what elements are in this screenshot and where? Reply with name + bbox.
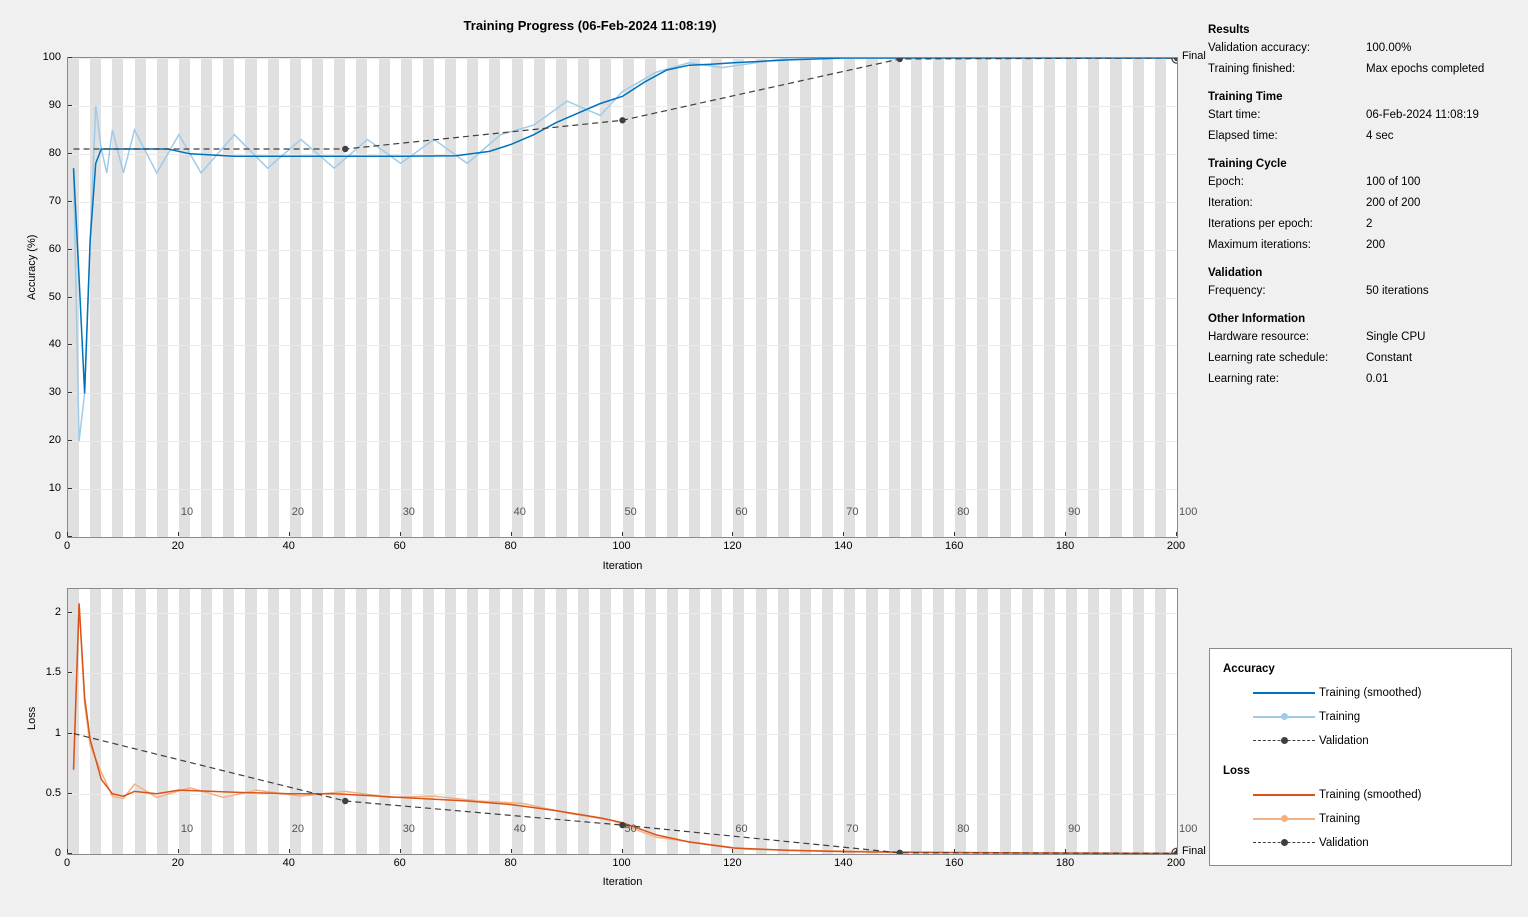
accuracy-y-axis-title: Accuracy (%) — [26, 234, 38, 300]
legend-item[interactable] — [1223, 831, 1511, 855]
x-tick-label: 160 — [945, 540, 964, 552]
x-tick-mark — [511, 849, 512, 853]
info-value: 200 of 200 — [1366, 197, 1421, 209]
x-tick-mark — [400, 849, 401, 853]
x-tick-label: 120 — [723, 857, 742, 869]
y-tick-label: 2 — [54, 606, 61, 619]
legend-item-label: Training (smoothed) — [1319, 789, 1422, 801]
info-row — [1208, 59, 1508, 80]
y-tick-label: 90 — [48, 98, 61, 111]
series-line — [74, 603, 1177, 853]
validation-marker — [897, 58, 903, 62]
x-tick-label: 0 — [63, 857, 71, 869]
info-key: Learning rate schedule: — [1208, 352, 1329, 364]
info-value: Single CPU — [1366, 331, 1426, 343]
x-tick-mark — [622, 849, 623, 853]
info-key: Epoch: — [1208, 176, 1244, 188]
legend-item-label: Training — [1319, 813, 1361, 825]
info-section-heading: Training Time — [1208, 91, 1283, 103]
y-tick-mark — [68, 853, 72, 854]
legend-marker-dot — [1281, 713, 1288, 720]
y-tick-mark — [68, 793, 72, 794]
loss-x-axis-title: Iteration — [602, 876, 643, 888]
info-row — [1208, 369, 1508, 390]
page-title: Training Progress (06-Feb-2024 11:08:19) — [463, 18, 717, 33]
x-tick-label: 60 — [393, 540, 406, 552]
x-tick-label: 80 — [504, 857, 517, 869]
y-tick-label: 10 — [48, 482, 61, 495]
x-tick-label: 200 — [1166, 857, 1186, 869]
loss-plot — [67, 588, 1178, 855]
info-value: Constant — [1366, 352, 1413, 364]
x-tick-mark — [1065, 532, 1066, 536]
x-tick-mark — [622, 532, 623, 536]
legend-item[interactable] — [1223, 783, 1511, 807]
legend-line-swatch — [1253, 818, 1315, 820]
y-tick-mark — [68, 57, 72, 58]
epoch-tick-label: 30 — [402, 506, 415, 518]
x-tick-label: 80 — [504, 540, 517, 552]
final-label: Final — [1182, 845, 1206, 858]
legend-line-swatch — [1253, 794, 1315, 796]
legend-marker-dot — [1281, 839, 1288, 846]
x-tick-label: 40 — [282, 857, 295, 869]
info-key: Iteration: — [1208, 197, 1253, 209]
legend-item-label: Training — [1319, 711, 1361, 723]
y-tick-label: 20 — [48, 434, 61, 447]
info-value: Max epochs completed — [1366, 63, 1485, 75]
y-tick-label: 1.5 — [45, 666, 61, 679]
series-line — [74, 58, 1177, 149]
x-tick-mark — [954, 849, 955, 853]
info-key: Maximum iterations: — [1208, 239, 1311, 251]
y-tick-mark — [68, 392, 72, 393]
x-tick-mark — [732, 532, 733, 536]
final-label: Final — [1182, 50, 1206, 62]
epoch-tick-label: 10 — [180, 506, 194, 518]
y-tick-label: 0 — [54, 530, 61, 542]
epoch-tick-label: 90 — [1068, 506, 1081, 518]
accuracy-x-axis-title: Iteration — [602, 560, 643, 572]
epoch-tick-label: 40 — [513, 506, 526, 518]
info-value: 100.00% — [1366, 42, 1412, 54]
loss-y-axis-title: Loss — [26, 706, 38, 730]
validation-marker — [342, 798, 348, 804]
x-tick-label: 100 — [612, 857, 631, 869]
x-tick-label: 180 — [1055, 540, 1075, 552]
validation-marker — [619, 117, 625, 123]
y-tick-mark — [68, 733, 72, 734]
legend-item-label: Training (smoothed) — [1319, 687, 1422, 699]
legend-panel — [1209, 648, 1512, 866]
legend-item-label: Validation — [1319, 735, 1369, 747]
legend-item[interactable] — [1223, 705, 1511, 729]
epoch-tick-label: 30 — [402, 823, 415, 835]
epoch-tick-label: 100 — [1179, 506, 1198, 518]
epoch-tick-label: 40 — [513, 823, 526, 835]
y-tick-mark — [68, 153, 72, 154]
info-value: 4 sec — [1366, 130, 1394, 142]
x-tick-mark — [1176, 532, 1177, 536]
info-row — [1208, 38, 1508, 59]
epoch-tick-label: 20 — [291, 506, 305, 518]
series-line — [74, 603, 1177, 853]
info-row — [1208, 172, 1508, 193]
info-row — [1208, 327, 1508, 348]
y-tick-mark — [68, 440, 72, 441]
x-tick-label: 140 — [834, 857, 853, 869]
x-tick-mark — [954, 532, 955, 536]
legend-marker-dot — [1281, 737, 1288, 744]
x-tick-label: 160 — [945, 857, 964, 869]
info-section-heading: Other Information — [1208, 313, 1306, 325]
info-section-heading: Results — [1208, 24, 1250, 36]
x-tick-mark — [843, 849, 844, 853]
y-tick-label: 50 — [48, 290, 61, 303]
y-tick-mark — [68, 297, 72, 298]
epoch-tick-label: 70 — [846, 823, 859, 835]
loss-plot-area — [68, 589, 1177, 854]
y-tick-mark — [68, 612, 72, 613]
x-tick-mark — [289, 849, 290, 853]
y-tick-label: 30 — [48, 386, 61, 399]
info-row — [1208, 214, 1508, 235]
training-info-panel — [1208, 24, 1508, 390]
info-value: 0.01 — [1366, 373, 1389, 385]
y-tick-label: 80 — [48, 146, 61, 159]
info-key: Training finished: — [1208, 63, 1296, 75]
info-value: 2 — [1366, 218, 1373, 230]
x-tick-mark — [289, 532, 290, 536]
series-line — [74, 58, 1177, 393]
legend-line-swatch — [1253, 716, 1315, 718]
y-tick-mark — [68, 249, 72, 250]
epoch-tick-label: 60 — [735, 506, 748, 518]
x-tick-mark — [178, 849, 179, 853]
x-tick-mark — [178, 532, 179, 536]
x-tick-label: 20 — [171, 540, 185, 552]
x-tick-label: 0 — [63, 540, 71, 552]
legend-item[interactable] — [1223, 681, 1511, 705]
series-line — [74, 58, 1177, 441]
x-tick-mark — [511, 532, 512, 536]
validation-marker — [342, 146, 348, 152]
info-key: Hardware resource: — [1208, 331, 1309, 343]
y-tick-label: 0.5 — [45, 786, 61, 799]
y-tick-mark — [68, 672, 72, 673]
x-tick-mark — [843, 532, 844, 536]
info-row — [1208, 126, 1508, 147]
info-value: 200 — [1366, 239, 1386, 251]
x-tick-label: 100 — [612, 540, 631, 552]
info-value: 100 of 100 — [1366, 176, 1421, 188]
series-canvas — [68, 58, 1177, 537]
epoch-tick-label: 80 — [957, 823, 970, 835]
y-tick-mark — [68, 488, 72, 489]
epoch-tick-label: 50 — [624, 823, 637, 835]
y-tick-label: 0 — [54, 847, 61, 859]
legend-group-heading: Loss — [1223, 765, 1250, 777]
y-tick-mark — [68, 105, 72, 106]
legend-marker-dot — [1281, 815, 1288, 822]
info-row — [1208, 235, 1508, 256]
info-row — [1208, 281, 1508, 302]
x-tick-label: 120 — [723, 540, 742, 552]
validation-marker — [897, 850, 903, 854]
accuracy-plot-area — [68, 58, 1177, 537]
x-tick-mark — [1065, 849, 1066, 853]
info-key: Start time: — [1208, 109, 1261, 121]
y-tick-label: 1 — [54, 726, 61, 739]
y-tick-mark — [68, 344, 72, 345]
y-tick-mark — [68, 536, 72, 537]
y-tick-label: 70 — [48, 194, 61, 207]
info-value: 50 iterations — [1366, 285, 1429, 297]
y-tick-label: 100 — [42, 51, 61, 63]
x-tick-label: 180 — [1055, 857, 1075, 869]
y-tick-label: 60 — [48, 242, 61, 255]
info-row — [1208, 193, 1508, 214]
legend-item[interactable] — [1223, 807, 1511, 831]
y-tick-label: 40 — [48, 338, 61, 351]
epoch-tick-label: 80 — [957, 506, 970, 518]
legend-item-label: Validation — [1319, 837, 1369, 849]
epoch-tick-label: 50 — [624, 506, 637, 518]
info-key: Learning rate: — [1208, 373, 1279, 385]
x-tick-label: 40 — [282, 540, 295, 552]
epoch-tick-label: 100 — [1179, 823, 1198, 835]
x-tick-label: 60 — [393, 857, 406, 869]
x-tick-mark — [400, 532, 401, 536]
info-section-heading: Validation — [1208, 267, 1263, 279]
legend-group-heading: Accuracy — [1223, 663, 1275, 675]
x-tick-label: 200 — [1166, 540, 1186, 552]
epoch-tick-label: 20 — [291, 823, 305, 835]
series-canvas — [68, 589, 1177, 854]
x-tick-label: 20 — [171, 857, 185, 869]
epoch-tick-label: 60 — [735, 823, 748, 835]
legend-line-swatch — [1253, 692, 1315, 694]
y-tick-mark — [68, 201, 72, 202]
x-tick-mark — [1176, 849, 1177, 853]
info-key: Elapsed time: — [1208, 130, 1278, 142]
legend-item[interactable] — [1223, 729, 1511, 753]
epoch-tick-label: 70 — [846, 506, 859, 518]
x-tick-label: 140 — [834, 540, 853, 552]
epoch-tick-label: 10 — [180, 823, 194, 835]
info-key: Validation accuracy: — [1208, 42, 1311, 54]
accuracy-plot — [67, 57, 1178, 538]
info-section-heading: Training Cycle — [1208, 158, 1287, 170]
epoch-tick-label: 90 — [1068, 823, 1081, 835]
x-tick-mark — [732, 849, 733, 853]
info-row — [1208, 105, 1508, 126]
info-key: Frequency: — [1208, 285, 1266, 297]
info-value: 06-Feb-2024 11:08:19 — [1366, 109, 1479, 121]
info-row — [1208, 348, 1508, 369]
info-key: Iterations per epoch: — [1208, 218, 1313, 230]
